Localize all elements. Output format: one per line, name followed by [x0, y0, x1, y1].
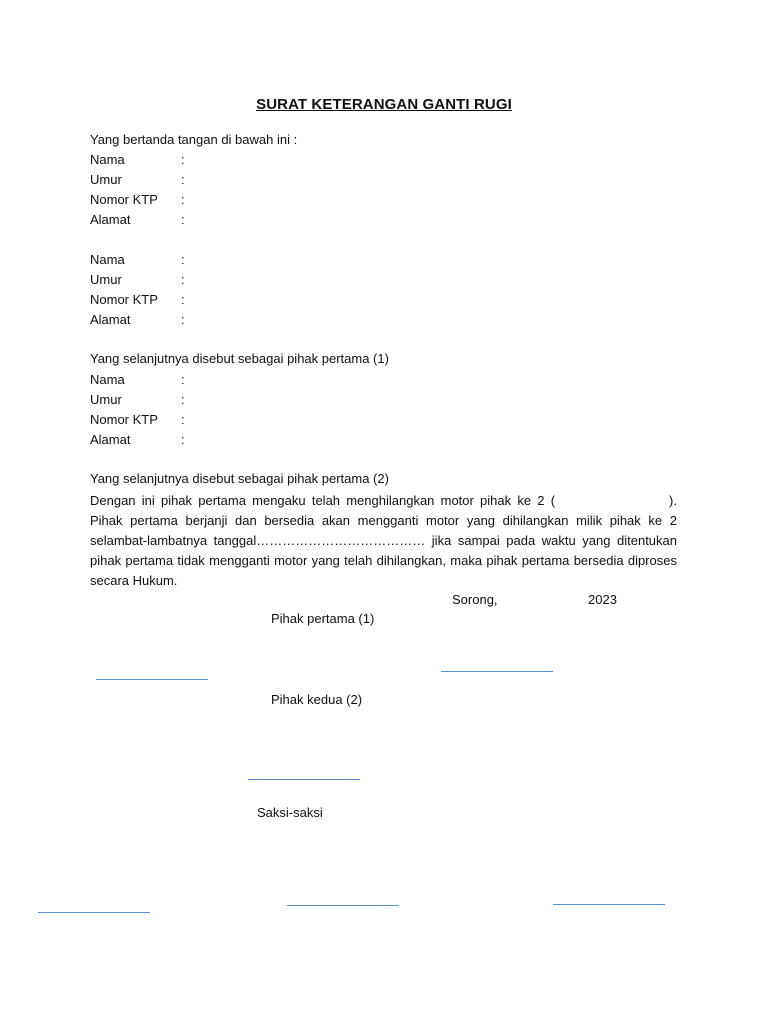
intro-text: Yang bertanda tangan di bawah ini : [90, 132, 298, 147]
field-row [90, 392, 185, 408]
field-label: Umur [90, 272, 122, 287]
field-colon: : [181, 372, 185, 387]
field-label: Alamat [90, 312, 131, 327]
statement-part-2: ). Pihak pertama berjanji dan bersedia akan mengganti motor yang dihilangkan milik pihak ke 2 selambat-lambatnya tanggal………………………………… jika sampai pada waktu yang ditentukan pihak pertama tidak mengganti motor yang telah dihilangkan, maka pihak pertama bersedia diproses secara Hukum. [90, 493, 677, 588]
field-label: Nama [90, 252, 125, 267]
party-two-label: Pihak kedua (2) [271, 692, 363, 707]
field-row [90, 152, 185, 168]
field-colon: : [181, 312, 185, 327]
field-colon: : [181, 252, 185, 267]
field-label: Alamat [90, 212, 131, 227]
field-label: Alamat [90, 432, 131, 447]
statement-part-1: Dengan ini pihak pertama mengaku telah menghilangkan motor pihak ke 2 ( [90, 493, 556, 508]
field-row [90, 272, 185, 288]
signature-line [38, 912, 150, 913]
party-two-designation: Yang selanjutnya disebut sebagai pihak pertama (2) [90, 471, 389, 486]
field-row [90, 432, 185, 448]
field-row [90, 252, 185, 268]
field-colon: : [181, 392, 185, 407]
field-colon: : [181, 292, 185, 307]
field-row [90, 192, 185, 208]
year-text: 2023 [588, 592, 617, 607]
signature-line [441, 671, 553, 672]
party-one-designation: Yang selanjutnya disebut sebagai pihak pertama (1) [90, 351, 389, 366]
witness-label: Saksi-saksi [257, 805, 323, 820]
signature-line [553, 904, 665, 905]
field-colon: : [181, 412, 185, 427]
field-label: Umur [90, 172, 122, 187]
document-title: SURAT KETERANGAN GANTI RUGI [256, 96, 512, 113]
field-row [90, 212, 185, 228]
field-label: Nomor KTP [90, 412, 158, 427]
field-label: Nama [90, 372, 125, 387]
field-row [90, 412, 185, 428]
field-label: Umur [90, 392, 122, 407]
party-one-label: Pihak pertama (1) [271, 611, 375, 626]
field-colon: : [181, 152, 185, 167]
field-row [90, 292, 185, 308]
field-row [90, 372, 185, 388]
field-row [90, 172, 185, 188]
field-label: Nomor KTP [90, 192, 158, 207]
signature-line [248, 779, 360, 780]
field-colon: : [181, 212, 185, 227]
signature-line [96, 679, 208, 680]
field-label: Nama [90, 152, 125, 167]
statement-paragraph [90, 491, 677, 591]
place-text: Sorong, [452, 592, 498, 607]
field-colon: : [181, 192, 185, 207]
field-colon: : [181, 272, 185, 287]
signature-line [287, 905, 399, 906]
field-label: Nomor KTP [90, 292, 158, 307]
field-row [90, 312, 185, 328]
field-colon: : [181, 432, 185, 447]
field-colon: : [181, 172, 185, 187]
